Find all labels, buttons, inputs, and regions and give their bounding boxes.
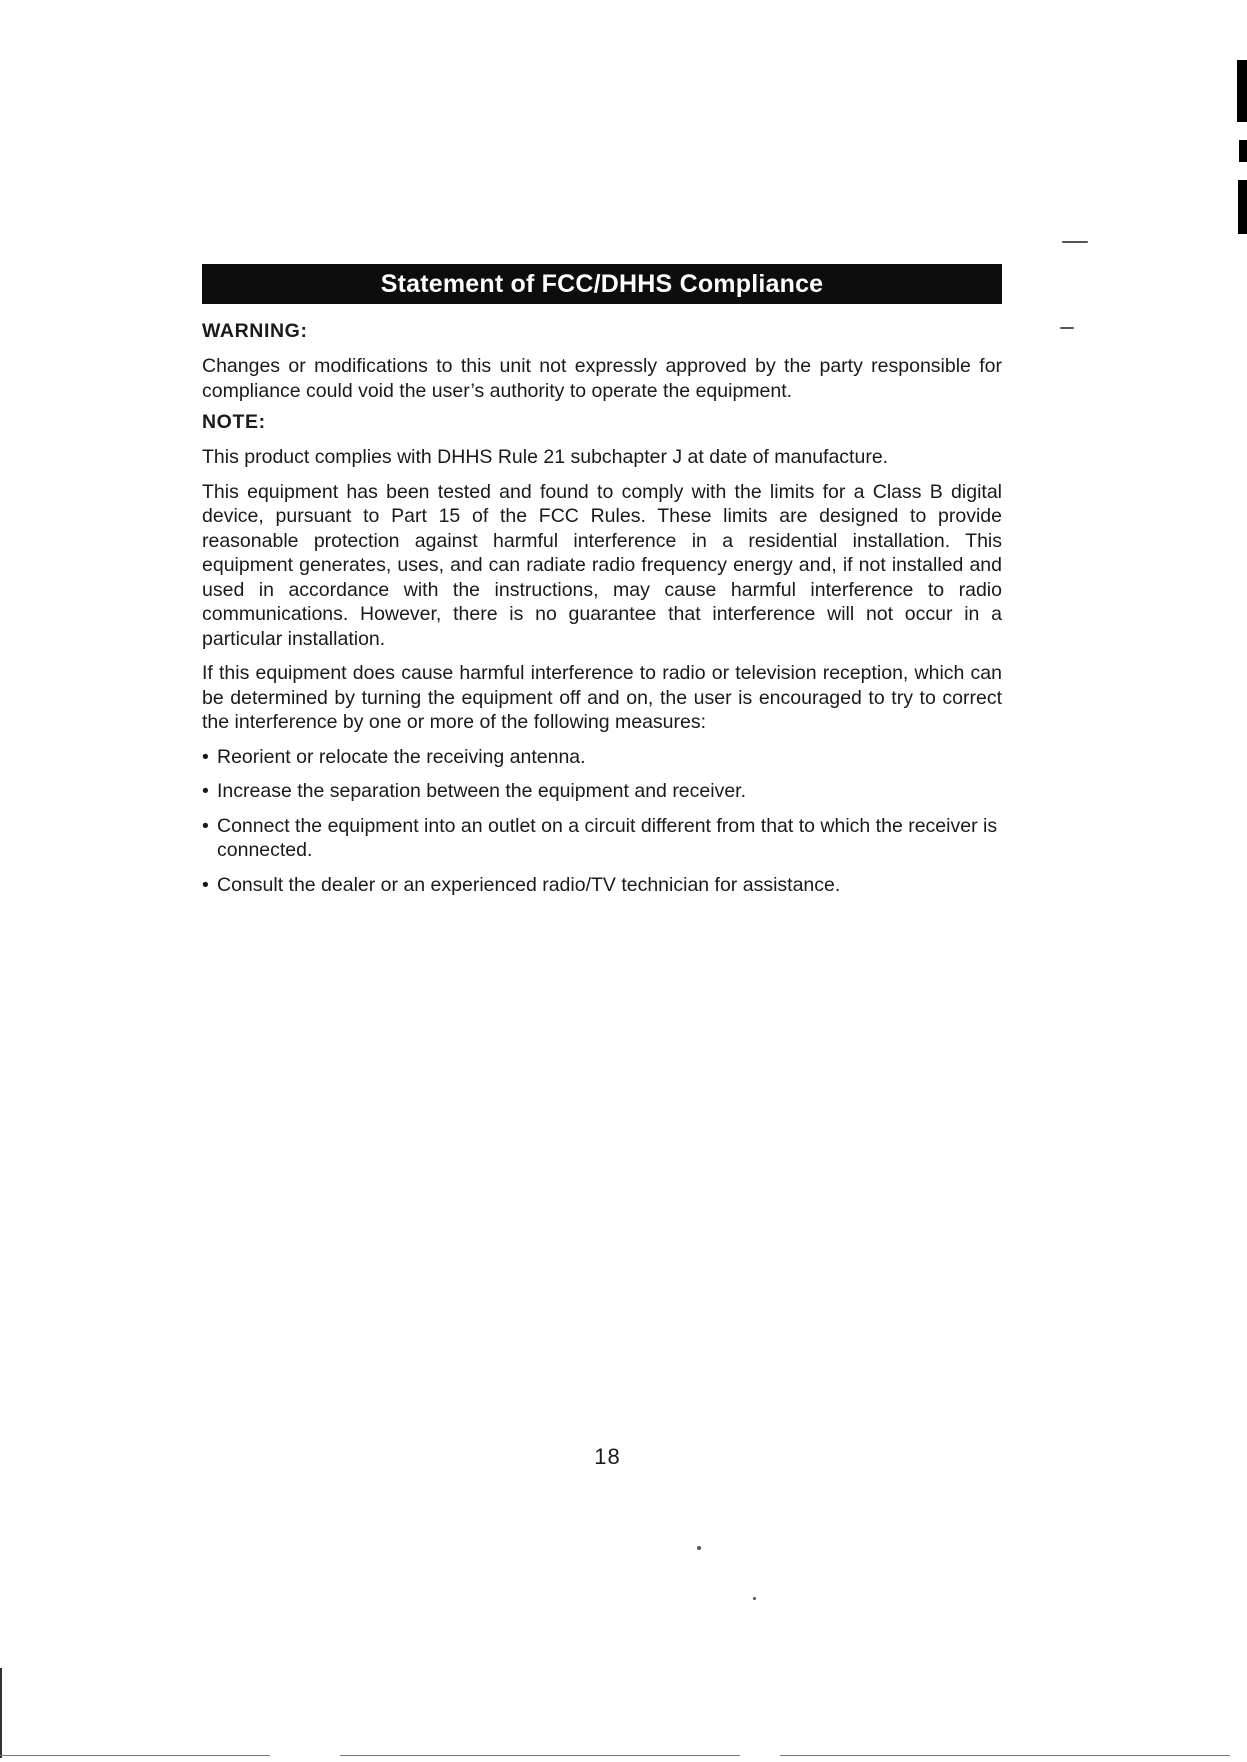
binding-mark — [1237, 60, 1247, 122]
interference-paragraph: If this equipment does cause harmful interference to radio or television reception, which can be determined by turning the equipment off and on, the user is encouraged to try to correct the interference by one or more of the following measures: — [202, 662, 1002, 733]
bullet-icon: • — [202, 780, 209, 802]
scan-edge — [0, 1668, 2, 1758]
measures-list — [202, 745, 1002, 898]
note-heading: NOTE: — [202, 411, 266, 433]
list-item-text: Connect the equipment into an outlet on a circuit different from that to which the receiver is connected. — [217, 814, 998, 861]
scan-edge — [340, 1755, 740, 1756]
warning-text: Changes or modifications to this unit not expressly approved by the party responsible for compliance could void the user’s authority to operate the equipment. — [202, 355, 1002, 402]
list-item — [202, 873, 1002, 898]
scan-speck — [753, 1597, 756, 1600]
list-item-text: Reorient or relocate the receiving antenna. — [217, 745, 586, 768]
bullet-icon: • — [202, 745, 209, 768]
scan-speck — [1062, 241, 1088, 243]
binding-mark — [1239, 140, 1247, 162]
scan-edge — [0, 1755, 270, 1756]
list-item — [202, 779, 1002, 804]
bullet-icon: • — [202, 873, 209, 896]
list-item-text: Consult the dealer or an experienced radio/TV technician for assistance. — [217, 873, 841, 896]
binding-mark — [1238, 180, 1247, 234]
list-item-text: Increase the separation between the equipment and receiver. — [217, 780, 747, 802]
warning-heading: WARNING: — [202, 320, 308, 342]
scan-edge — [780, 1755, 1230, 1756]
scan-speck — [1060, 327, 1074, 329]
bullet-icon: • — [202, 814, 209, 837]
section-title: Statement of FCC/DHHS Compliance — [202, 264, 1002, 304]
class-b-paragraph: This equipment has been tested and found to comply with the limits for a Class B digital device, pursuant to Part 15 of the FCC Rules. These limits are designed to provide reasonable protection against harmful interference in a residential installation. This equipment generates, uses, and can radiate radio frequency energy and, if not installed and used in accordance with the instructions, may cause harmful interference to radio communications. However, there is no guarantee that interference will not occur in a particular installation. — [202, 480, 1002, 650]
note-text: This product complies with DHHS Rule 21 subchapter J at date of manufacture. — [202, 446, 889, 468]
list-item — [202, 745, 1002, 770]
page-number: 18 — [594, 1444, 621, 1469]
compliance-section — [202, 264, 1002, 907]
scan-speck — [697, 1546, 701, 1550]
list-item — [202, 814, 1002, 863]
